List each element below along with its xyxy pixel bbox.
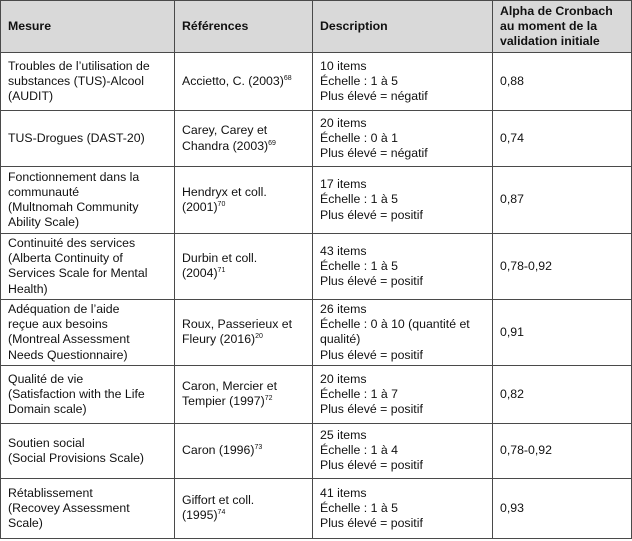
cell-alpha: 0,93 (493, 478, 632, 538)
header-alpha-line: validation initiale (500, 34, 600, 49)
mesure-line: Ability Scale) (8, 215, 80, 230)
header-alpha-line: Alpha de Cronbach (500, 3, 613, 18)
reference-footnote: 74 (217, 509, 226, 517)
header-alpha-line: au moment de la (500, 18, 598, 33)
description-line: 41 items (320, 485, 367, 500)
mesure-line: (Multnomah Community (8, 200, 139, 214)
reference-text: Fleury (2016) (182, 332, 256, 347)
reference-line (182, 139, 306, 154)
mesure-line: Troubles de l’utilisation de (8, 58, 150, 73)
cell-description (313, 111, 493, 167)
description-line: Échelle : 1 à 5 (320, 500, 398, 515)
description-line: Échelle : 0 à 10 (quantité et (320, 317, 470, 332)
reference-line (182, 508, 306, 523)
header-row (1, 1, 632, 53)
mesure-line: Health) (8, 281, 48, 296)
description-line: 17 items (320, 177, 367, 192)
reference-text: Giffort et coll. (182, 493, 255, 508)
reference-text: (2004) (182, 266, 218, 281)
cell-alpha: 0,78-0,92 (493, 423, 632, 478)
header-description: Description (313, 1, 493, 53)
table-row (1, 478, 632, 538)
cell-alpha: 0,87 (493, 167, 632, 234)
description-line: Échelle : 1 à 5 (320, 192, 398, 207)
description-line: qualité) (320, 332, 361, 347)
description-line: Échelle : 0 à 1 (320, 130, 398, 145)
cell-description (313, 423, 493, 478)
table-body (1, 53, 632, 539)
header-alpha (493, 1, 632, 53)
description-line: Plus élevé = positif (320, 207, 423, 222)
mesure-line: Scale) (8, 515, 43, 530)
reference-footnote: 70 (217, 200, 226, 208)
reference-line (182, 317, 306, 332)
description-line: Échelle : 1 à 4 (320, 443, 398, 458)
reference-line (182, 266, 306, 281)
cell-references (175, 53, 313, 111)
reference-line (182, 379, 306, 394)
mesure-line: Soutien social (8, 435, 85, 450)
cell-description (313, 365, 493, 423)
cell-mesure (1, 53, 175, 111)
mesure-line: Adéquation de l’aide (8, 301, 120, 316)
reference-text: Chandra (2003) (182, 138, 269, 153)
reference-text: Durbin et coll. (182, 251, 258, 266)
cell-mesure (1, 299, 175, 365)
mesure-line: (Satisfaction with the Life (8, 386, 145, 401)
mesure-line: (Recovey Assessment (8, 500, 130, 515)
reference-footnote: 68 (283, 74, 292, 82)
mesure-line: substances (TUS)-Alcool (8, 73, 144, 88)
cell-references (175, 167, 313, 234)
description-line: Plus élevé = positif (320, 347, 423, 362)
reference-line (182, 251, 306, 266)
description-line: Plus élevé = positif (320, 515, 423, 530)
table-row (1, 299, 632, 365)
cell-references (175, 365, 313, 423)
header-mesure: Mesure (1, 1, 175, 53)
reference-text: Tempier (1997) (182, 394, 265, 409)
description-line: Échelle : 1 à 5 (320, 258, 398, 273)
mesure-line: (Alberta Continuity of (8, 251, 123, 266)
cell-mesure (1, 234, 175, 300)
description-line: 43 items (320, 243, 367, 258)
description-line: Plus élevé = négatif (320, 89, 428, 104)
cell-alpha: 0,78-0,92 (493, 234, 632, 300)
table-row (1, 365, 632, 423)
description-line: Plus élevé = positif (320, 274, 423, 288)
mesure-line: (Montreal Assessment (8, 332, 130, 347)
reference-footnote: 71 (217, 267, 226, 275)
table-row (1, 111, 632, 167)
reference-line (182, 200, 306, 215)
description-line: 20 items (320, 115, 367, 130)
reference-text: Accietto, C. (2003) (182, 73, 284, 88)
reference-line (182, 332, 306, 347)
mesure-line: Domain scale) (8, 401, 87, 416)
reference-line (182, 493, 306, 508)
reference-line (182, 185, 306, 200)
mesure-line: (AUDIT) (8, 89, 54, 104)
cell-mesure (1, 478, 175, 538)
mesure-line: Qualité de vie (8, 371, 84, 386)
header-references: Références (175, 1, 313, 53)
reference-text: Caron (1996) (182, 443, 255, 458)
reference-footnote: 73 (254, 444, 263, 452)
mesure-line: Rétablissement (8, 485, 93, 500)
cell-mesure (1, 423, 175, 478)
mesure-line: communauté (8, 184, 80, 199)
cell-references (175, 299, 313, 365)
cell-references (175, 111, 313, 167)
description-line: Plus élevé = positif (320, 401, 423, 416)
mesure-line: TUS-Drogues (DAST-20) (8, 130, 145, 145)
cell-alpha: 0,91 (493, 299, 632, 365)
mesure-line: (Social Provisions Scale) (8, 450, 144, 465)
cell-description (313, 234, 493, 300)
table-row (1, 234, 632, 300)
cell-description (313, 167, 493, 234)
description-line: Échelle : 1 à 7 (320, 386, 398, 401)
reference-line (182, 123, 306, 138)
reference-line (182, 443, 306, 458)
reference-line (182, 394, 306, 409)
mesure-line: Needs Questionnaire) (8, 347, 128, 362)
cell-references (175, 234, 313, 300)
reference-footnote: 69 (268, 139, 276, 147)
reference-text: Hendryx et coll. (182, 184, 267, 199)
table-row (1, 53, 632, 111)
mesure-line: reçue aux besoins (8, 317, 108, 332)
cell-description (313, 53, 493, 111)
reference-footnote: 20 (255, 333, 263, 341)
description-line: Plus élevé = positif (320, 458, 423, 473)
cell-description (313, 478, 493, 538)
reference-text: Carey, Carey et (182, 123, 268, 138)
reference-footnote: 72 (264, 395, 273, 403)
description-line: 26 items (320, 301, 367, 316)
cell-alpha: 0,88 (493, 53, 632, 111)
mesure-line: Continuité des services (8, 236, 136, 250)
cell-alpha: 0,74 (493, 111, 632, 167)
cell-alpha: 0,82 (493, 365, 632, 423)
reference-text: Roux, Passerieux et (182, 317, 293, 332)
reference-text: Caron, Mercier et (182, 379, 277, 394)
cell-references (175, 423, 313, 478)
table-row (1, 423, 632, 478)
description-line: Plus élevé = négatif (320, 146, 428, 161)
description-line: 10 items (320, 58, 367, 73)
reference-line (182, 74, 306, 89)
description-line: 25 items (320, 428, 367, 442)
cell-mesure (1, 111, 175, 167)
description-line: Échelle : 1 à 5 (320, 73, 398, 88)
reference-text: (2001) (182, 200, 218, 214)
reference-text: (1995) (182, 508, 218, 523)
mesure-line: Fonctionnement dans la (8, 169, 140, 184)
mesure-line: Services Scale for Mental (8, 266, 148, 281)
table-row (1, 167, 632, 234)
description-line: 20 items (320, 371, 367, 386)
cell-references (175, 478, 313, 538)
cell-mesure (1, 365, 175, 423)
cell-description (313, 299, 493, 365)
cell-mesure (1, 167, 175, 234)
